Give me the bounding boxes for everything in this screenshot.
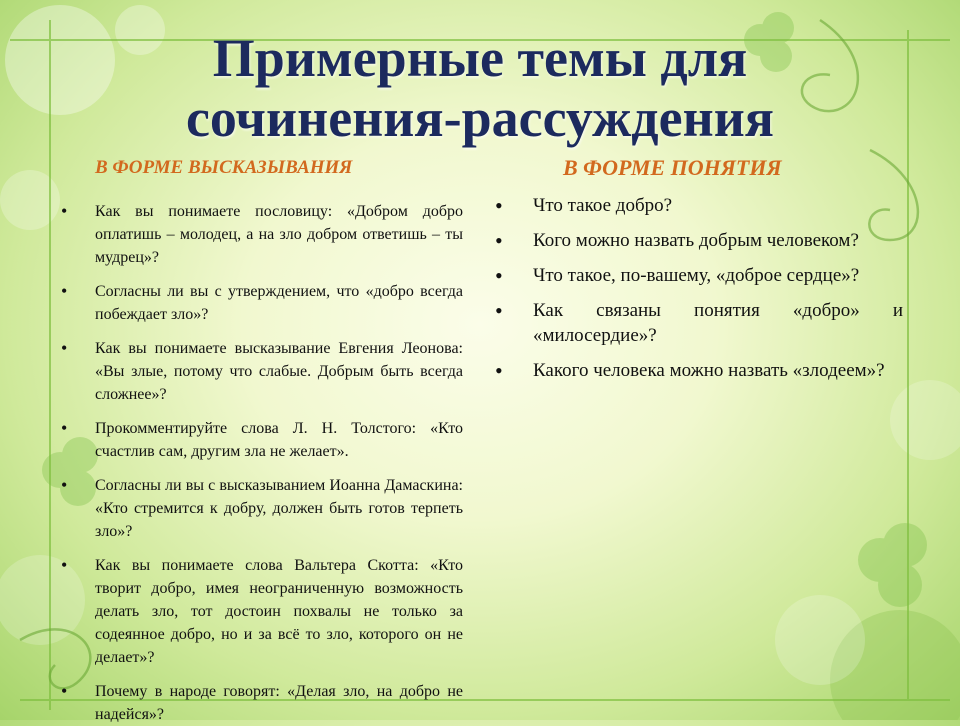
list-item: • Прокомментируйте слова Л. Н. Толстого: «Кто счастлив сам, другим зла не желает». [95,417,463,463]
list-item: • Как связаны понятия «добро» и «милосердие»? [533,298,903,348]
statement-topics-list [95,200,463,726]
left-column-heading: В ФОРМЕ ВЫСКАЗЫВАНИЯ [95,157,353,178]
title-line-2: сочинения-рассуждения [185,88,775,148]
right-column-heading: В ФОРМЕ ПОНЯТИЯ [563,155,782,180]
title-line-1: Примерные темы для [212,28,748,88]
list-item: • Согласны ли вы с высказыванием Иоанна Дамаскина: «Кто стремится к добру, должен быть готов терпеть зло»? [95,474,463,543]
list-item: • Как вы понимаете пословицу: «Добром добро оплатишь – молодец, а на зло добром ответишь – ты мудрец»? [95,200,463,269]
list-item: • Кого можно назвать добрым человеком? [533,228,903,253]
list-item: • Как вы понимаете слова Вальтера Скотта: «Кто творит добро, имея неограниченную возможность делать зло, тот достоин похвалы не только за содеянное добро, но и за всё то зло, которого он не делает»? [95,554,463,669]
list-item: • Почему в народе говорят: «Делая зло, на добро не надейся»? [95,680,463,726]
list-item: • Как вы понимаете высказывание Евгения Леонова: «Вы злые, потому что слабые. Добрым быть всегда сложнее»? [95,337,463,406]
slide-title [0,28,960,148]
list-item: • Что такое добро? [533,193,903,218]
list-item: • Какого человека можно назвать «злодеем»? [533,358,903,383]
list-item: • Что такое, по-вашему, «доброе сердце»? [533,263,903,288]
concept-topics-list [533,193,903,393]
list-item: • Согласны ли вы с утверждением, что «добро всегда побеждает зло»? [95,280,463,326]
